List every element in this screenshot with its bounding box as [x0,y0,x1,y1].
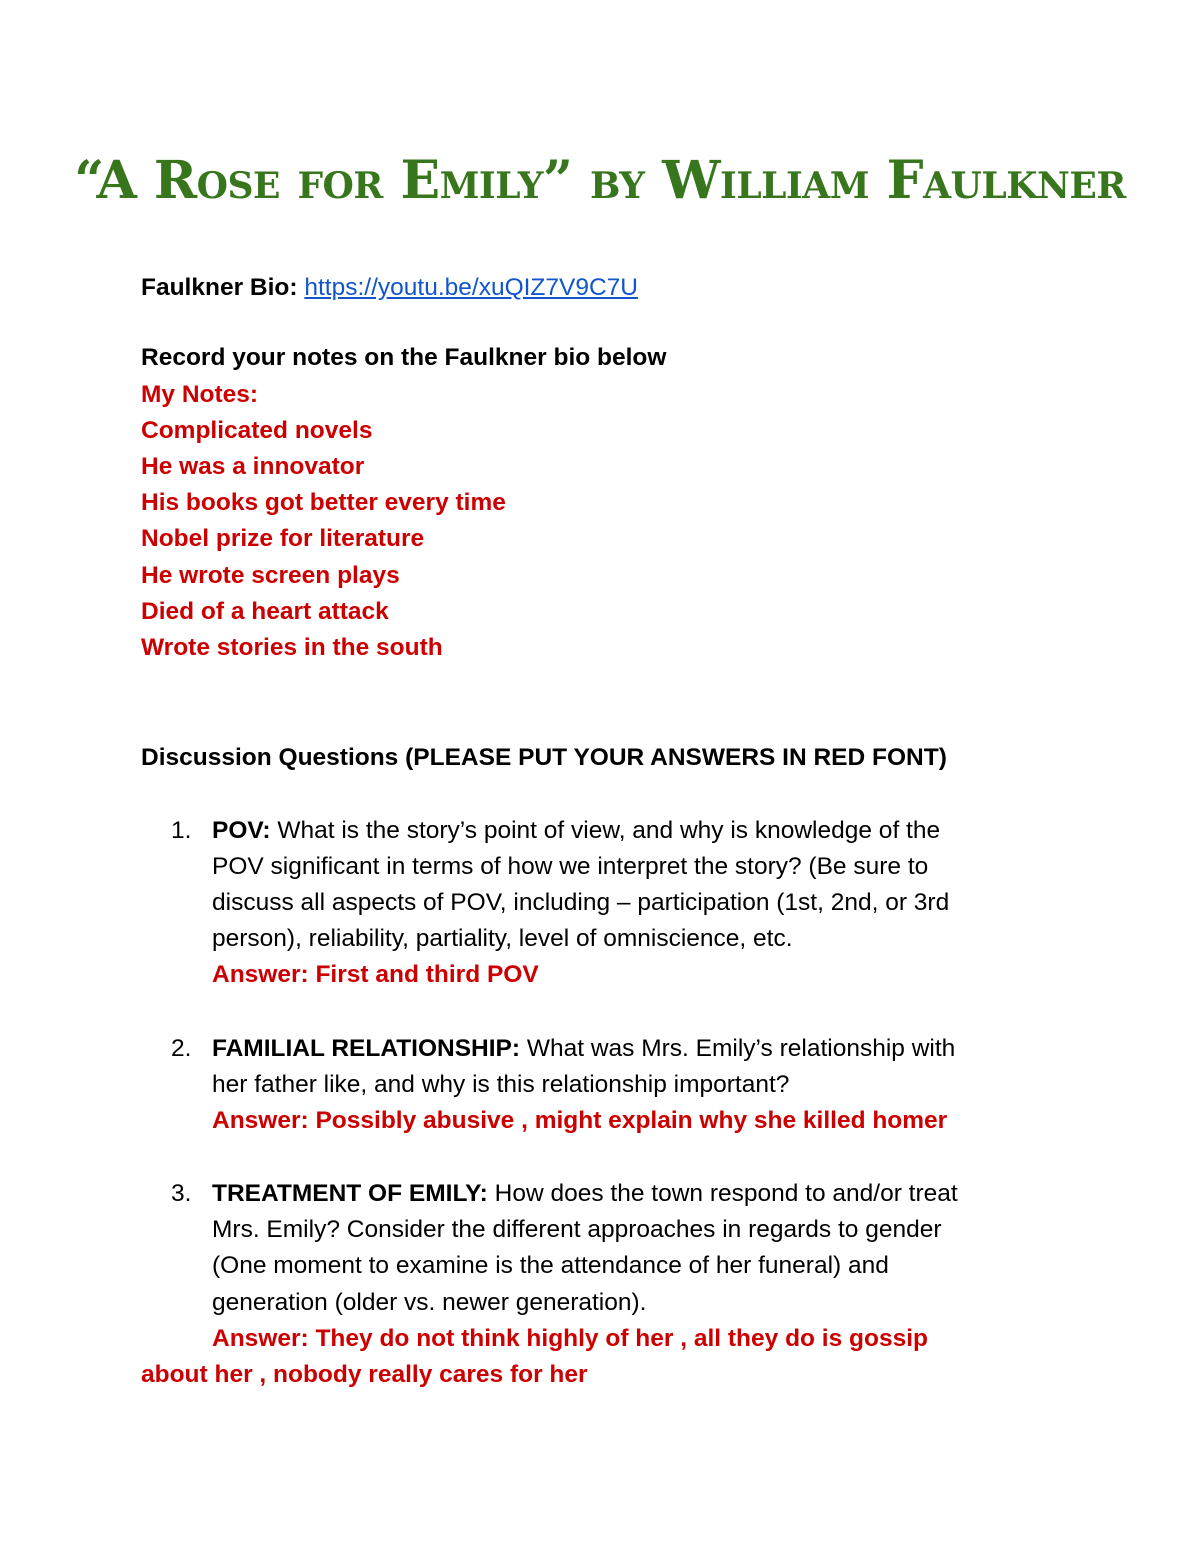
answer-text: Answer: They do not think highly of her , all they do is gossip [212,1325,929,1352]
notes-instruction: Record your notes on the Faulkner bio below [141,344,667,371]
question-text: How does the town respond to and/or treat [487,1180,958,1207]
bio-line [141,270,638,306]
answer-text-continued: about her , nobody really cares for her [141,1361,588,1388]
question-text: What is the story’s point of view, and why is knowledge of the [270,817,941,844]
answer-text: Answer: Possibly abusive , might explain why she killed homer [212,1107,948,1134]
question-number: 2. [171,1035,192,1062]
question-text: person), reliability, partiality, level of omniscience, etc. [212,925,793,952]
note-item: Died of a heart attack [141,598,389,625]
question-line [212,1176,958,1212]
question-text: Mrs. Emily? Consider the different approaches in regards to gender [212,1216,942,1243]
bio-video-link[interactable]: https://youtu.be/xuQIZ7V9C7U [304,274,639,301]
note-item: He wrote screen plays [141,562,400,589]
note-item: Complicated novels [141,417,373,444]
question-topic: POV: [212,817,271,844]
bio-label: Faulkner Bio: [141,274,298,301]
document-title: “A Rose for Emily” by William Faulkner [74,150,1126,211]
question-line [212,1031,955,1067]
question-text: her father like, and why is this relationship important? [212,1071,790,1098]
question-topic: TREATMENT OF EMILY: [212,1180,488,1207]
question-text: What was Mrs. Emily’s relationship with [520,1035,956,1062]
note-item: Nobel prize for literature [141,525,425,552]
answer-text: Answer: First and third POV [212,961,539,988]
note-item: His books got better every time [141,489,506,516]
notes-heading: My Notes: [141,381,259,408]
question-number: 3. [171,1180,192,1207]
question-number: 1. [171,817,192,844]
discussion-heading: Discussion Questions (PLEASE PUT YOUR ANSWERS IN RED FONT) [141,744,947,771]
question-text: POV significant in terms of how we interpret the story? (Be sure to [212,853,929,880]
question-text: generation (older vs. newer generation). [212,1289,647,1316]
note-item: Wrote stories in the south [141,634,443,661]
question-text: discuss all aspects of POV, including – participation (1st, 2nd, or 3rd [212,889,950,916]
note-item: He was a innovator [141,453,365,480]
question-topic: FAMILIAL RELATIONSHIP: [212,1035,521,1062]
question-text: (One moment to examine is the attendance of her funeral) and [212,1252,889,1279]
question-line [212,813,940,849]
